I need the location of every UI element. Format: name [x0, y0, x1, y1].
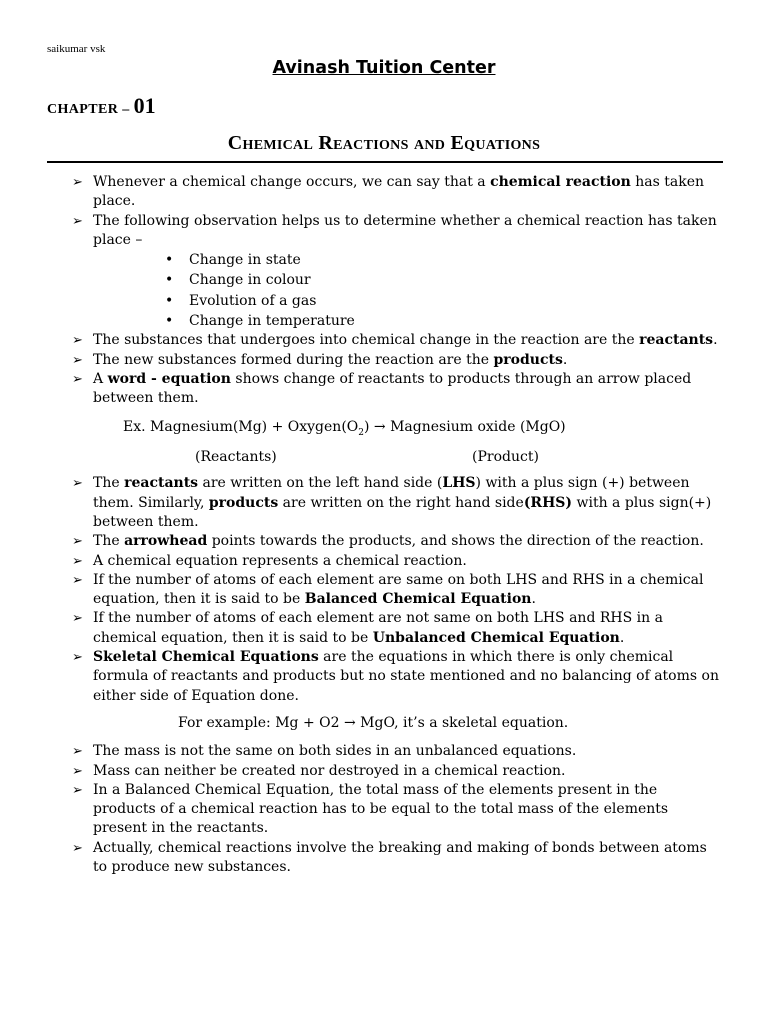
chapter-heading: CHAPTER – 01	[47, 93, 156, 118]
chapter-title: Chemical Reactions and Equations	[227, 132, 541, 154]
title-divider	[47, 161, 723, 163]
list-item: ➢ A chemical equation represents a chemical reaction.	[72, 552, 722, 571]
observation-item: • Evolution of a gas	[163, 291, 722, 311]
list-item: ➢ If the number of atoms of each element are same on both LHS and RHS in a chemical equation, then it is said to be Balanced Chemical Equation.	[72, 571, 722, 610]
list-item: ➢ A word - equation shows change of reactants to products through an arrow placed between them.	[72, 370, 722, 409]
observation-item: • Change in temperature	[163, 311, 722, 331]
list-item: ➢ The following observation helps us to determine whether a chemical reaction has taken place – • Change in state • Change in colour • Evolution of a gas • Change in temperature	[72, 212, 722, 332]
notes-list-1	[72, 173, 722, 409]
list-item: ➢ The arrowhead points towards the products, and shows the direction of the reaction.	[72, 532, 722, 551]
list-item: ➢ The substances that undergoes into chemical change in the reaction are the reactants.	[72, 331, 722, 350]
list-item: ➢ Mass can neither be created nor destroyed in a chemical reaction.	[72, 762, 722, 781]
observation-list	[93, 250, 722, 331]
product-label: (Product)	[472, 449, 539, 466]
skeletal-equation-example: For example: Mg + O2 → MgO, it’s a skeletal equation.	[178, 714, 569, 731]
tuition-center-title: Avinash Tuition Center	[272, 58, 496, 78]
list-item: ➢ Actually, chemical reactions involve the breaking and making of bonds between atoms to produce new substances.	[72, 839, 722, 878]
notes-content	[72, 173, 722, 877]
list-item: ➢ The new substances formed during the reaction are the products.	[72, 351, 722, 370]
observation-item: • Change in state	[163, 250, 722, 270]
list-item: ➢ Skeletal Chemical Equations are the equations in which there is only chemical formula of reactants and products but no state mentioned and no balancing of atoms on either side of Equation done.	[72, 648, 722, 706]
notes-list-2	[72, 474, 722, 706]
list-item: ➢ In a Balanced Chemical Equation, the total mass of the elements present in the products of a chemical reaction has to be equal to the total mass of the elements present in the reactants.	[72, 781, 722, 839]
word-equation-example: Ex. Magnesium(Mg) + $Oxygen(O_2)$ → Magnesium oxide (MgO)	[123, 418, 566, 438]
list-item: ➢ Whenever a chemical change occurs, we can say that a chemical reaction has taken place.	[72, 173, 722, 212]
reactants-label: (Reactants)	[195, 449, 277, 466]
list-item: ➢ The reactants are written on the left hand side (LHS) with a plus sign (+) between them. Similarly, products are written on the right hand side(RHS) with a plus sign(+) between them.	[72, 474, 722, 532]
list-item: ➢ The mass is not the same on both sides in an unbalanced equations.	[72, 742, 722, 761]
notes-list-3	[72, 742, 722, 877]
author-name: saikumar vsk	[47, 43, 106, 55]
observation-item: • Change in colour	[163, 270, 722, 290]
list-item: ➢ If the number of atoms of each element are not same on both LHS and RHS in a chemical equation, then it is said to be Unbalanced Chemical Equation.	[72, 609, 722, 648]
equation-labels	[72, 448, 722, 471]
